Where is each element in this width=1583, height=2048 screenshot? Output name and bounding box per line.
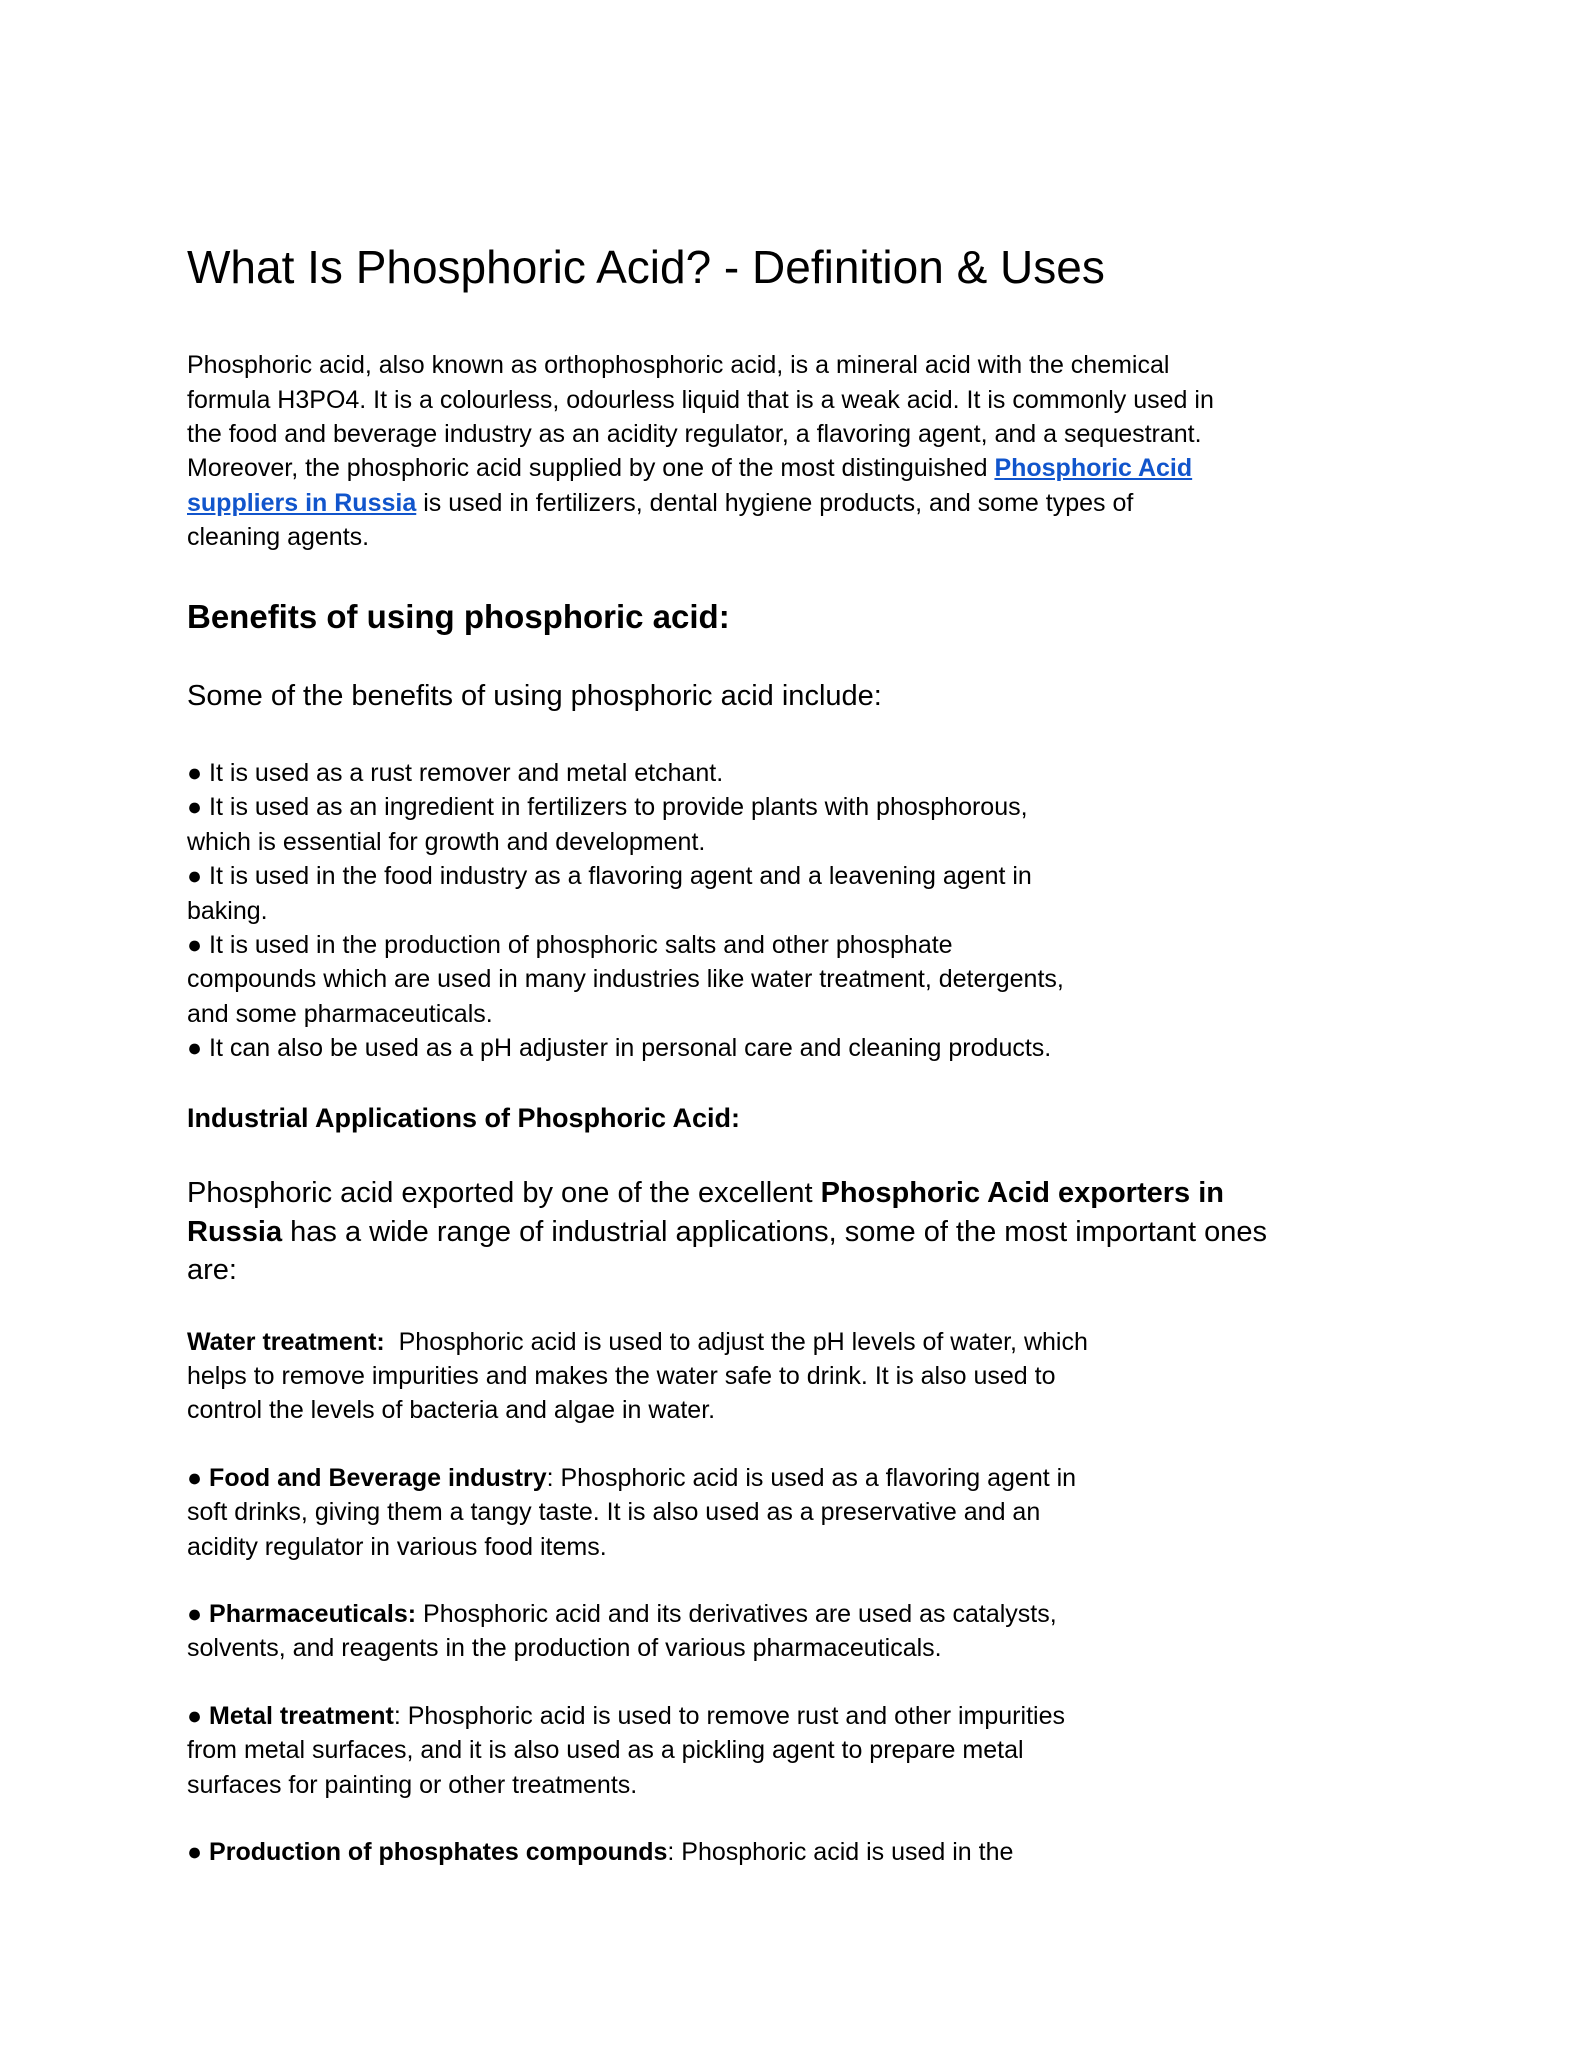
- industrial-lead-before: Phosphoric acid exported by one of the excellent: [187, 1177, 821, 1210]
- intro-paragraph: [187, 348, 1227, 554]
- intro-text-after-link: is used in fertilizers, dental hygiene products, and some types of cleaning agents.: [187, 488, 1134, 552]
- benefits-heading: Benefits of using phosphoric acid:: [187, 597, 730, 635]
- application-pharmaceuticals: [187, 1597, 1107, 1666]
- benefit-item: ● It is used as a rust remover and metal etchant.: [187, 759, 724, 788]
- benefit-item: ● It can also be used as a pH adjuster in personal care and cleaning products.: [187, 1034, 1052, 1063]
- benefit-item: ● It is used in the food industry as a flavoring agent and a leavening agent in baking.: [187, 862, 1032, 925]
- application-bullet: ●: [187, 1463, 210, 1492]
- application-bullet: ●: [187, 1838, 210, 1867]
- application-term: Water treatment:: [187, 1327, 385, 1356]
- document-page: [187, 240, 1347, 1869]
- application-term: Production of phosphates compounds: [209, 1838, 668, 1867]
- application-food-beverage: [187, 1461, 1107, 1564]
- suppliers-link[interactable]: Phosphoric Acid suppliers in Russia: [187, 454, 1193, 517]
- application-text: : Phosphoric acid is used as a flavoring agent in soft drinks, giving them a tangy taste. It is also used as a preservative and an acidity regulator in various food items.: [187, 1463, 1077, 1561]
- application-text: Phosphoric acid is used to adjust the pH levels of water, which helps to remove impurities and makes the water safe to drink. It is also used to control the levels of bacteria and algae in water.: [187, 1327, 1095, 1425]
- application-term: Metal treatment: [209, 1701, 394, 1730]
- application-bullet: ●: [187, 1600, 210, 1628]
- application-text: Phosphoric acid and its derivatives are used as catalysts, solvents, and reagents in the production of various pharmaceuticals.: [187, 1600, 1057, 1663]
- exporters-term: Phosphoric Acid exporters in Russia: [187, 1177, 1224, 1248]
- industrial-lead-after: has a wide range of industrial applications, some of the most important ones are:: [187, 1215, 1268, 1287]
- application-term: Food and Beverage industry: [209, 1463, 547, 1492]
- industrial-lead: [187, 1174, 1287, 1290]
- industrial-heading: Industrial Applications of Phosphoric Acid:: [187, 1102, 741, 1133]
- application-text: : Phosphoric acid is used to remove rust and other impurities from metal surfaces, and it is also used as a pickling agent to prepare metal surfaces for painting or other treatments.: [187, 1701, 1065, 1799]
- benefits-lead: Some of the benefits of using phosphoric acid include:: [187, 680, 882, 713]
- application-term: Pharmaceuticals:: [209, 1600, 417, 1628]
- application-bullet: ●: [187, 1701, 210, 1730]
- benefit-item: ● It is used in the production of phosphoric salts and other phosphate compounds which are used in many industries like water treatment, detergents, and some pharmaceuticals.: [187, 931, 1064, 1028]
- benefit-item: ● It is used as an ingredient in fertilizers to provide plants with phosphorous, which is essential for growth and development.: [187, 793, 1028, 856]
- application-metal-treatment: [187, 1699, 1107, 1802]
- application-phosphates-production: [187, 1835, 1107, 1869]
- benefits-list: [187, 756, 1067, 1066]
- intro-text-before-link: Phosphoric acid, also known as orthophosphoric acid, is a mineral acid with the chemical formula H3PO4. It is a colourless, odourless liquid that is a weak acid. It is commonly used in the food and beverage industry as an acidity regulator, a flavoring agent, and a sequestrant. Moreover, the phosphoric acid supplied by one of the most distinguished: [187, 351, 1214, 483]
- application-water-treatment: [187, 1325, 1107, 1428]
- page-title: What Is Phosphoric Acid? - Definition & Uses: [187, 241, 1105, 293]
- application-text: : Phosphoric acid is used in the: [667, 1838, 1014, 1867]
